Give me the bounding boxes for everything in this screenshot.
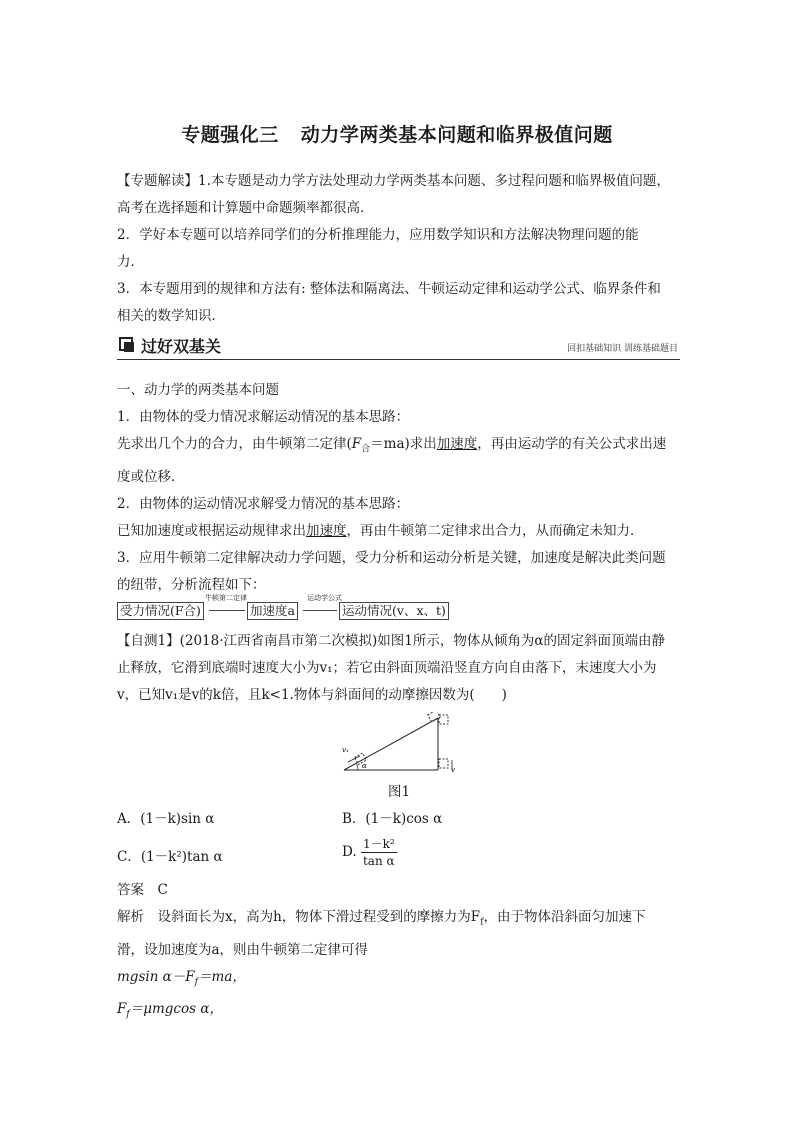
option-b: B．(1－k)cos α — [342, 811, 443, 827]
intro-p3a: 3．本专题用到的规律和方法有: 整体法和隔离法、牛顿运动定律和运动学公式、临界条件和 — [117, 281, 661, 297]
section-header — [117, 333, 680, 360]
intro-p3b: 相关的数学知识． — [117, 308, 225, 324]
fig-v1-label: v₁ — [342, 746, 349, 754]
figure-caption: 图1 — [387, 784, 411, 800]
answer-line: 答案 C — [117, 882, 168, 898]
flow-arrow-2 — [303, 610, 337, 611]
intro-p2b: 力． — [117, 254, 144, 270]
heading-1: 一、动力学的两类基本问题 — [117, 382, 279, 398]
option-d: D. $\frac{\text{1－k²}}{\text{tan α}}$ — [342, 837, 395, 868]
problem-line-2: 止释放，它滑到底端时速度大小为v₁；若它由斜面顶端沿竖直方向自由落下，末速度大小为 — [117, 660, 657, 676]
step-3: 3．应用牛顿第二定律解决动力学问题，受力分析和运动分析是关键，加速度是解决此类问题 — [117, 549, 666, 566]
fig-alpha-label: α — [362, 762, 367, 770]
solution-line-2: 滑，设加速度为a，则由牛顿第二定律可得 — [117, 941, 369, 958]
step-2-detail: 已知加速度或根据运动规律求出加速度，再由牛顿第二定律求出合力，从而确定未知力． — [117, 522, 644, 539]
title-part-2: 动力学两类基本问题和临界极值问题 — [300, 124, 613, 146]
flow-box-accel: 加速度a — [247, 602, 298, 620]
title-part-1: 专题强化三 — [181, 124, 279, 146]
step-2: 2．由物体的运动情况求解受力情况的基本思路： — [117, 495, 410, 512]
step-1-detail-2: 度或位移． — [117, 468, 185, 485]
flow-box-motion: 运动情况(v、x、t) — [339, 602, 449, 620]
section-note: 回扣基础知识 训练基础题目 — [567, 344, 678, 354]
intro-tag: 【专题解读】 — [117, 173, 198, 189]
intro-block — [117, 168, 680, 330]
intro-p2a: 2．学好本专题可以培养同学们的分析推理能力，应用数学知识和方法解决物理问题的能 — [117, 227, 639, 243]
page-title — [0, 120, 794, 147]
flow-box-force: 受力情况(F合) — [117, 602, 204, 620]
solution-line-1: 解析 设斜面长为x，高为h，物体下滑过程受到的摩擦力为$F_f$，由于物体沿斜面匀加速下 — [117, 909, 646, 928]
solution-eq-2: $F_f=\mu mgcos$ α， — [117, 1001, 223, 1021]
flow-arrow-1 — [209, 610, 245, 611]
square-icon — [119, 337, 133, 351]
option-d-fraction: $\frac{\text{1－k²}}{\text{tan α}}$ — [362, 837, 395, 868]
solution-eq-1: mgsin $\alpha-F_f=ma$， — [117, 968, 246, 988]
step-1-detail: 先求出几个力的合力，由牛顿第二定律$(F_合=ma)$求出加速度，再由运动学的有关公式求出速 — [117, 436, 667, 455]
problem-line-1: (2018·江西省南昌市第二次模拟)如图1所示，物体从倾角为α的固定斜面顶端由静 — [179, 633, 665, 649]
answer-value: C — [157, 882, 168, 898]
flow-arrow-1-label: 牛顿第二定律 — [205, 594, 247, 602]
flow-arrow-2-label: 运动学公式 — [307, 594, 342, 602]
intro-p1a: 1.本专题是动力学方法处理动力学两类基本问题、多过程问题和临界极值问题， — [198, 173, 670, 189]
answer-solution-block — [117, 877, 680, 1029]
problem-block — [117, 628, 680, 709]
step-3-2: 的纽带，分析流程如下： — [117, 576, 266, 593]
section-name: 过好双基关 — [141, 337, 222, 356]
body-block — [117, 377, 680, 599]
option-a: A．(1－k)sin α — [117, 811, 215, 827]
problem-line-3: v，已知v₁是v的k倍，且k<1.物体与斜面间的动摩擦因数为( ) — [117, 687, 507, 703]
intro-p1b: 高考在选择题和计算题中命题频率都很高． — [117, 200, 374, 216]
step-1: 1．由物体的受力情况求解运动情况的基本思路： — [117, 409, 410, 425]
incline-figure — [338, 712, 458, 776]
option-c: C．(1－k²)tan α — [117, 849, 223, 865]
problem-tag: 【自测1】 — [117, 633, 180, 649]
fig-v-label: v — [451, 766, 455, 774]
